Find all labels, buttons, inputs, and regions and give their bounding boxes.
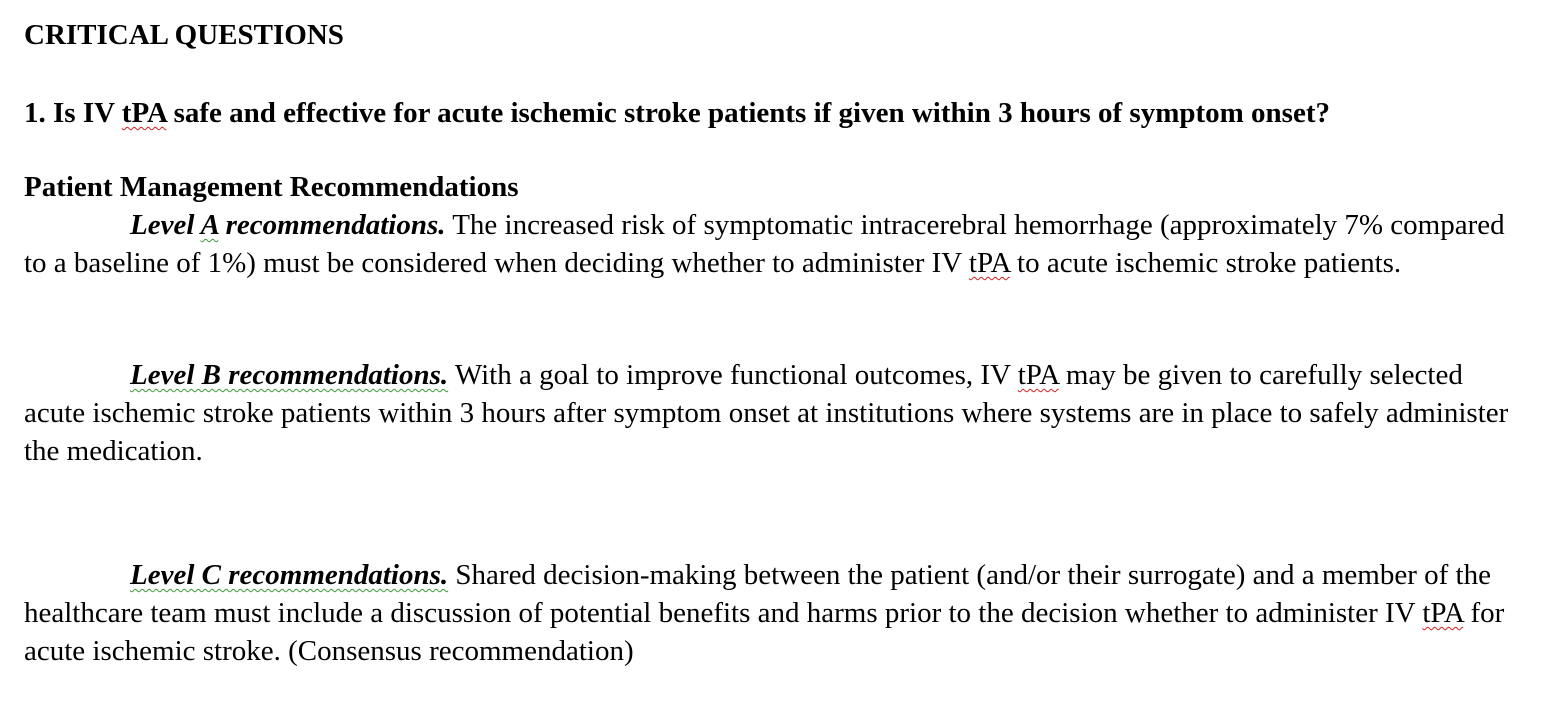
recommendation-level-b [24,356,1524,470]
section-heading: Patient Management Recommendations [24,171,519,203]
rec-c-term-tpa: tPA [1422,597,1464,629]
document-page [24,16,1524,667]
question-prefix: 1. Is IV [24,97,122,129]
rec-b-label: Level B recommendations. [130,359,449,391]
rec-c-text-after: for acute ischemic stroke. (Consensus recommendation) [24,597,1505,667]
critical-question-1 [24,94,1330,132]
rec-a-label-letter: A [200,209,219,241]
document-heading: CRITICAL QUESTIONS [24,19,344,51]
rec-a-text-before: The increased risk of symptomatic intracerebral hemorrhage (approximately 7% compared to a baseline of 1%) must be considered when deciding whether to administer IV [24,209,1505,279]
rec-a-label-suffix: recommendations. [218,209,446,241]
rec-c-label: Level C recommendations. [130,559,449,591]
question-suffix: safe and effective for acute ischemic stroke patients if given within 3 hours of symptom onset? [166,97,1330,129]
rec-a-text-after: to acute ischemic stroke patients. [1009,247,1402,279]
rec-a-label-prefix: Level [130,209,201,241]
rec-b-term-tpa: tPA [1017,359,1059,391]
rec-a-label [130,209,445,241]
recommendation-level-a [24,206,1524,282]
rec-c-text-before: Shared decision-making between the patient (and/or their surrogate) and a member of the healthcare team must include a discussion of potential benefits and harms prior to the decision whether to administer IV [24,559,1491,629]
rec-a-term-tpa: tPA [968,247,1010,279]
question-term-tpa: tPA [121,97,167,129]
recommendation-level-c [24,556,1524,670]
rec-b-text-before: With a goal to improve functional outcomes, IV [448,359,1018,391]
rec-b-text-after: may be given to carefully selected acute ischemic stroke patients within 3 hours after symptom onset at institutions where systems are in place to safely administer the medication. [24,359,1509,467]
